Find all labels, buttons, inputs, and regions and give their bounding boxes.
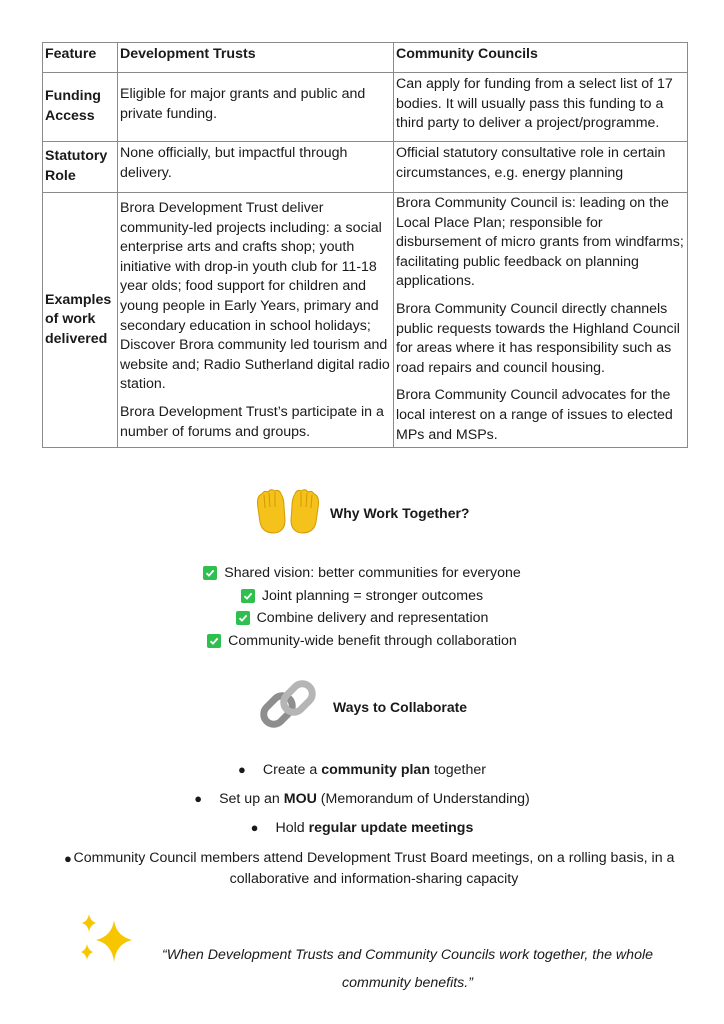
list-item-text: Create a xyxy=(262,762,322,778)
list-item xyxy=(0,787,724,816)
check-mark-icon xyxy=(207,634,221,648)
feature-cell: Funding Access xyxy=(43,73,118,142)
list-item-text: (Memorandum of Understanding) xyxy=(316,791,530,807)
list-item-emphasis: MOU xyxy=(283,791,317,807)
cell-text: Brora Development Trust’s participate in a number of forums and groups. xyxy=(120,403,384,440)
cell-text: Brora Community Council advocates for the local interest on a range of issues to elected MPs and MSPs. xyxy=(396,387,673,443)
trusts-cell xyxy=(118,193,394,448)
list-item xyxy=(0,816,724,845)
cell-text: None officially, but impactful through delivery. xyxy=(120,145,348,181)
list-item-emphasis: community plan xyxy=(321,762,430,778)
trusts-cell xyxy=(118,142,394,193)
closing-quote: “When Development Trusts and Community Councils work together, the whole community benefits.” xyxy=(162,947,653,991)
ways-to-collaborate-heading xyxy=(257,676,467,737)
list-item xyxy=(0,607,724,630)
list-item-emphasis: regular update meetings xyxy=(308,820,474,836)
bullet-icon: ● xyxy=(194,791,203,806)
check-mark-icon xyxy=(241,589,255,603)
list-item xyxy=(0,630,724,653)
raising-hands-icon xyxy=(254,486,322,539)
comparison-table xyxy=(42,42,688,448)
trusts-cell xyxy=(118,73,394,142)
list-item-text: Community-wide benefit through collaboration xyxy=(228,632,517,649)
cell-text: Brora Development Trust deliver community-led projects including: a social enterprise arts and crafts shop; youth initiative with drop-in youth club for 11-18 year olds; food support for children and young people in Early Years, primary and secondary education in school holidays; Discover Brora community led tourism and website and; Radio Sutherland digital radio station. xyxy=(120,200,390,393)
why-work-together-heading xyxy=(254,486,469,539)
bullet-icon: ● xyxy=(250,820,259,835)
feature-cell: Examples of work delivered xyxy=(43,193,118,448)
cell-text: Can apply for funding from a select list of 17 bodies. It will usually pass this funding to a third party to deliver a project/programme. xyxy=(396,76,673,132)
ways-to-collaborate-list xyxy=(0,758,724,845)
councils-cell xyxy=(394,142,688,193)
list-item-text: Shared vision: better communities for everyone xyxy=(224,565,521,582)
councils-cell xyxy=(394,73,688,142)
list-item-text: together xyxy=(430,762,487,778)
cell-text: Official statutory consultative role in certain circumstances, e.g. energy planning xyxy=(396,145,666,181)
bullet-icon: ● xyxy=(64,851,72,866)
list-item-text: Combine delivery and representation xyxy=(256,610,489,627)
cell-text: Brora Community Council directly channels public requests towards the Highland Council for areas where it has responsibility such as road repairs and council housing. xyxy=(396,300,680,376)
cell-text: Eligible for major grants and public and private funding. xyxy=(120,86,366,122)
bullet-icon: ● xyxy=(237,762,246,777)
list-item xyxy=(0,585,724,608)
link-icon xyxy=(257,676,319,737)
list-item-text: Joint planning = stronger outcomes xyxy=(261,587,484,604)
list-item-text: Hold xyxy=(275,820,309,836)
list-item xyxy=(0,562,724,585)
list-item xyxy=(0,758,724,787)
check-mark-icon xyxy=(203,566,217,580)
header-community-councils: Community Councils xyxy=(394,43,688,73)
table-header-row xyxy=(43,43,688,73)
councils-cell xyxy=(394,193,688,448)
header-development-trusts: Development Trusts xyxy=(118,43,394,73)
ways-to-collaborate-title: Ways to Collaborate xyxy=(333,698,468,715)
table-row xyxy=(43,142,688,193)
table-row xyxy=(43,193,688,448)
list-item xyxy=(64,848,684,890)
list-item-text: Set up an xyxy=(219,791,284,807)
table-row xyxy=(43,73,688,142)
header-feature: Feature xyxy=(43,43,118,73)
feature-cell: Statutory Role xyxy=(43,142,118,193)
cell-text: Brora Community Council is: leading on the Local Place Plan; responsible for disbursement of micro grants from windfarms; facilitating public feedback on planning applications. xyxy=(396,195,684,290)
sparkles-icon xyxy=(76,912,138,977)
why-work-together-list xyxy=(0,562,724,652)
list-item-text: Community Council members attend Development Trust Board meetings, on a rolling basis, in a collaborative and information-sharing capacity xyxy=(73,850,675,887)
check-mark-icon xyxy=(236,611,250,625)
why-work-together-title: Why Work Together? xyxy=(330,504,470,521)
